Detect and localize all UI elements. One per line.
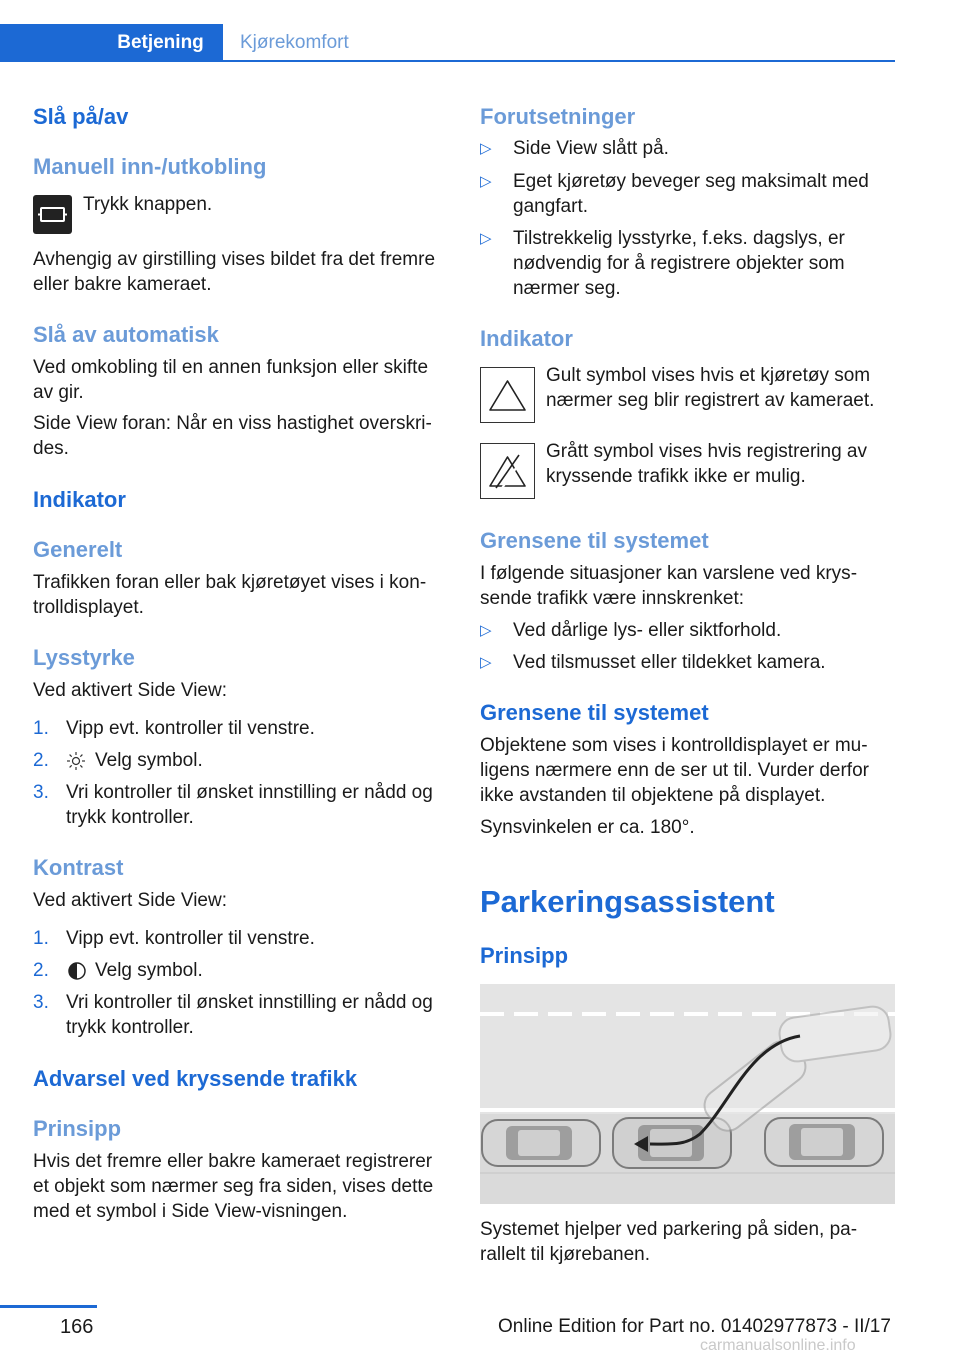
forut-item-2 [480, 169, 895, 219]
text-gult-symbol: Gult symbol vises hvis et kjøretøy som nærmer seg blir registrert av kameraet. [546, 365, 875, 411]
tab-kjorekomfort[interactable]: Kjørekomfort [240, 32, 349, 53]
tab-betjening[interactable]: Betjening [0, 24, 223, 62]
edition-text: Online Edition for Part no. 01402977873 - II/17 [498, 1316, 891, 1337]
heading-kontrast: Kontrast [33, 855, 124, 880]
forut-item-3 [480, 226, 895, 301]
heading-manuell: Manuell inn-/utkobling [33, 154, 267, 179]
item-text: Eget kjøretøy beveger seg maksimalt med gangfart. [513, 171, 869, 217]
step-text: Vipp evt. kontroller til venstre. [66, 928, 315, 949]
warning-triangle-icon [480, 367, 535, 423]
heading-sla-av-automatisk: Slå av automatisk [33, 322, 219, 347]
triangle-bullet-icon: ▷ [480, 173, 492, 190]
chapter-tabs [0, 0, 895, 62]
heading-lysstyrke: Lysstyrke [33, 645, 135, 670]
heading-generelt: Generelt [33, 537, 123, 562]
triangle-bullet-icon: ▷ [480, 622, 492, 639]
crossed-triangle-icon [480, 443, 535, 499]
heading-prinsipp-right: Prinsipp [480, 943, 569, 968]
watermark: carmanualsonline.info [700, 1337, 856, 1354]
contrast-icon [67, 961, 87, 988]
page-number: 166 [60, 1316, 94, 1338]
text-trykk-knappen: Trykk knappen. [83, 194, 213, 215]
step-number: 2. [33, 960, 49, 981]
heading-advarsel: Advarsel ved kryssende trafikk [33, 1066, 358, 1091]
text-systemet: Systemet hjelper ved parkering på siden, parallelt til kjørebanen. [480, 1219, 858, 1265]
kon-step-1 [33, 926, 453, 951]
grense-item-1 [480, 618, 895, 643]
text-graatt-symbol: Grått symbol vises hvis registrering av kryssende trafikk ikke er mulig. [546, 441, 867, 487]
text-ved-aktivert-kon: Ved aktivert Side View: [33, 890, 227, 911]
heading-sla-pa-av: Slå på/av [33, 104, 129, 129]
step-text: Velg symbol. [95, 750, 203, 771]
heading-parkeringsassistent: Parkeringsassistent [480, 884, 775, 919]
text-synsvinkel: Synsvinkelen er ca. 180°. [480, 817, 695, 838]
parking-illustration [480, 984, 895, 1204]
step-text: Vipp evt. kontroller til venstre. [66, 718, 315, 739]
heading-forutsetninger: Forutsetninger [480, 104, 636, 129]
forut-item-1 [480, 136, 895, 161]
step-number: 3. [33, 992, 49, 1013]
text-avhengig: Avhengig av girstilling vises bildet fra det fremre eller bakre kameraet. [33, 249, 436, 295]
heading-indikator: Indikator [33, 487, 126, 512]
lys-step-2 [33, 748, 453, 773]
step-text: Velg symbol. [95, 960, 203, 981]
step-number: 2. [33, 750, 49, 771]
step-number: 1. [33, 718, 49, 739]
step-number: 1. [33, 928, 49, 949]
brightness-icon [66, 751, 86, 778]
text-sideview-foran: Side View foran: Når en viss hastighet overskrides. [33, 413, 432, 459]
text-ved-aktivert-lys: Ved aktivert Side View: [33, 680, 227, 701]
heading-indikator-right: Indikator [480, 326, 573, 351]
text-hvis-det: Hvis det fremre eller bakre kameraet registrerer et objekt som nærmer seg fra siden, vises dette med et symbol i Side View-visningen. [33, 1151, 434, 1222]
footer-line [0, 1305, 97, 1308]
step-number: 3. [33, 782, 49, 803]
triangle-bullet-icon: ▷ [480, 230, 492, 247]
text-omkobling: Ved omkobling til en annen funksjon eller skifte av gir. [33, 357, 429, 403]
heading-grensene-2: Grensene til systemet [480, 700, 709, 725]
item-text: Ved tilsmusset eller tildekket kamera. [513, 652, 826, 673]
lys-step-1 [33, 716, 453, 741]
step-text: Vri kontroller til ønsket innstilling er nådd og trykk kontroller. [66, 992, 433, 1038]
text-folgende: I følgende situasjoner kan varslene ved kryssende trafikk være innskrenket: [480, 563, 858, 609]
lys-step-3 [33, 780, 453, 830]
text-trafikken: Trafikken foran eller bak kjøretøyet vises i kontrolldisplayet. [33, 572, 427, 618]
item-text: Side View slått på. [513, 138, 669, 159]
text-objektene: Objektene som vises i kontrolldisplayet er muligens nærmere enn de ser ut til. Vurder derfor ikke avstanden til objektene på displayet. [480, 735, 869, 806]
step-text: Vri kontroller til ønsket innstilling er nådd og trykk kontroller. [66, 782, 433, 828]
kon-step-2 [33, 958, 453, 983]
heading-prinsipp-left: Prinsipp [33, 1116, 122, 1141]
tab-underline [0, 60, 895, 62]
triangle-bullet-icon: ▷ [480, 140, 492, 157]
heading-grensene-1: Grensene til systemet [480, 528, 709, 553]
kon-step-3 [33, 990, 453, 1040]
grense-item-2 [480, 650, 895, 675]
triangle-bullet-icon: ▷ [480, 654, 492, 671]
item-text: Tilstrekkelig lysstyrke, f.eks. dagslys, er nødvendig for å registrere objekter som nærmer seg. [513, 228, 845, 299]
camera-button-icon [33, 195, 72, 234]
item-text: Ved dårlige lys- eller siktforhold. [513, 620, 782, 641]
